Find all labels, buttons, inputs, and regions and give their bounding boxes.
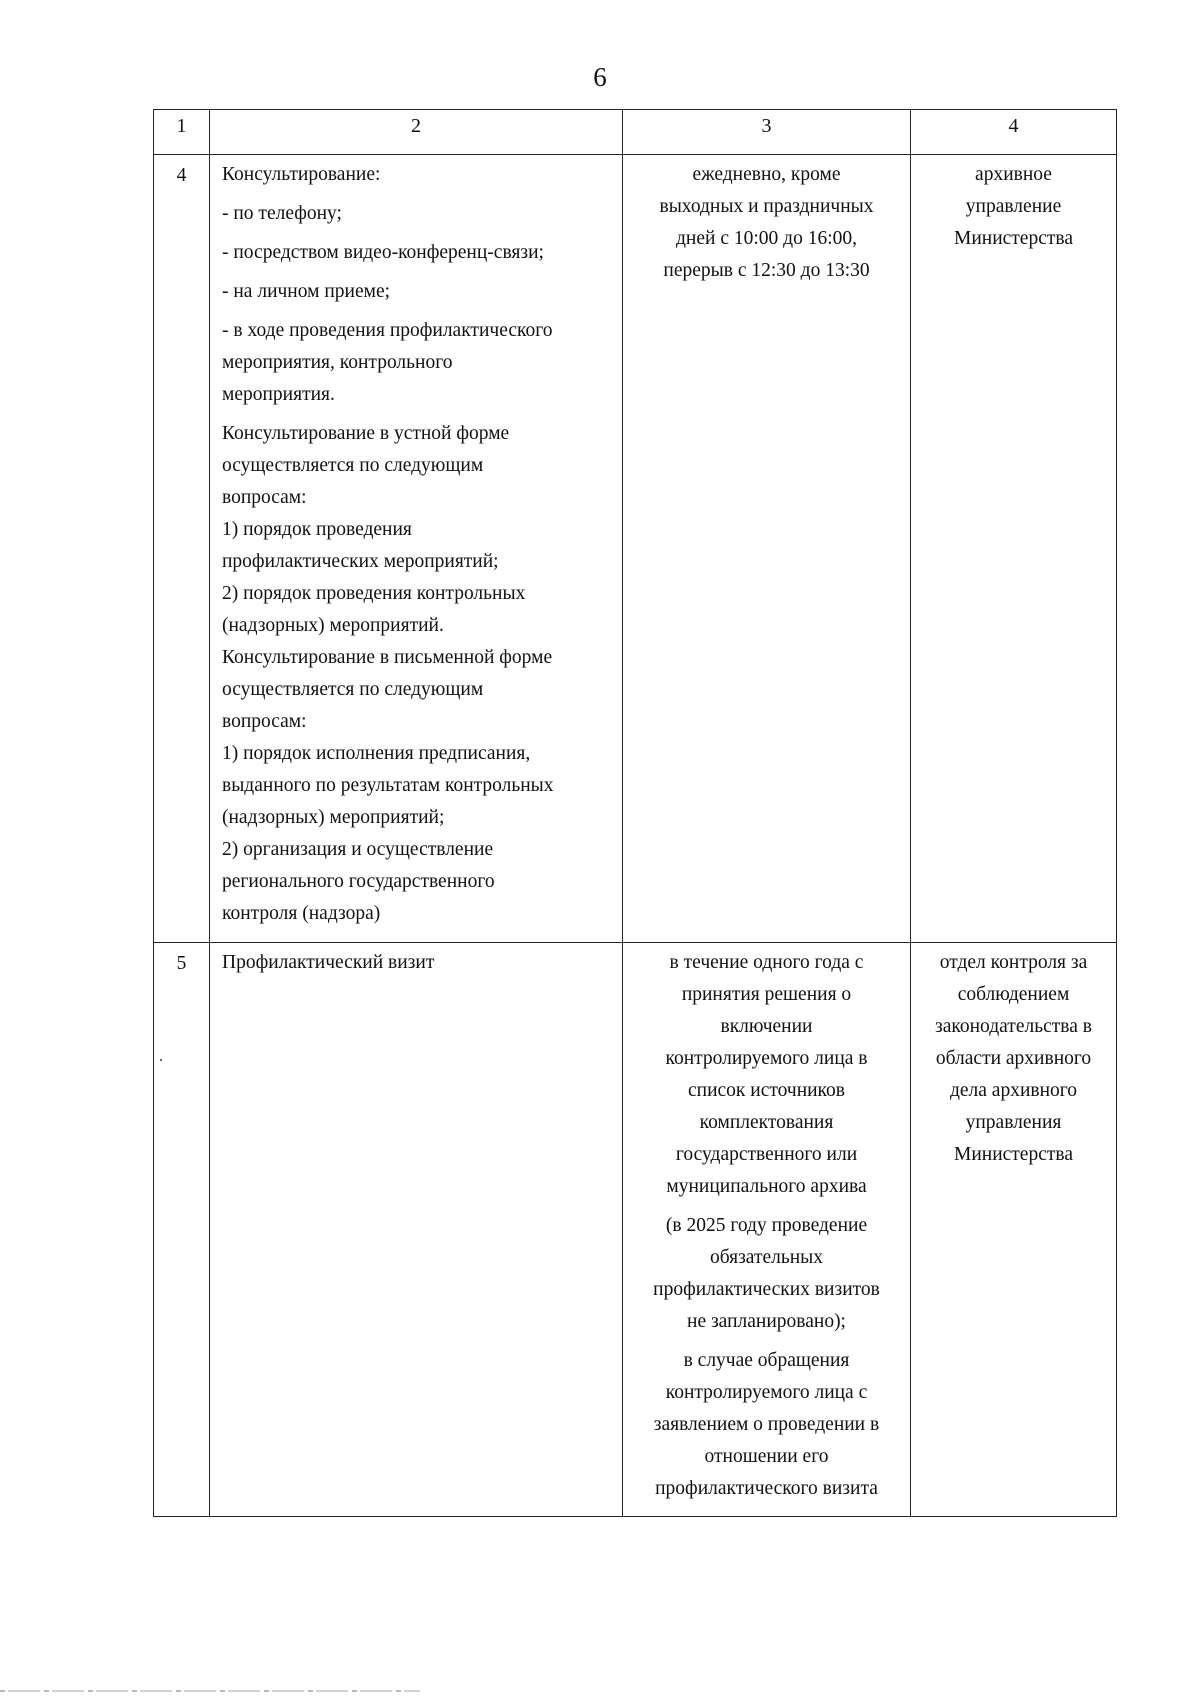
timing-line: комплектования (699, 1112, 834, 1133)
description-line: осуществляется по следующим (222, 679, 484, 700)
scan-speck (160, 1059, 162, 1061)
timing-line: контролируемого лица с (665, 1382, 868, 1403)
timing-cell (623, 943, 911, 1517)
timing-line: муниципального архива (666, 1176, 867, 1197)
description-line: (надзорных) мероприятий. (222, 615, 444, 636)
column-header-2: 2 (210, 110, 623, 155)
responsible-line: архивное (975, 164, 1052, 185)
timing-cell (623, 155, 911, 943)
description-line: мероприятия, контрольного (222, 352, 453, 373)
responsible-line: области архивного (935, 1048, 1092, 1069)
timing-line: (в 2025 году проведение (665, 1215, 868, 1236)
row-number: 4 (154, 155, 210, 943)
description-line: 2) порядок проведения контрольных (222, 583, 526, 604)
timing-line: ежедневно, кроме (692, 164, 841, 185)
timing-line: заявлением о проведении в (653, 1414, 880, 1435)
responsible-line: дела архивного (949, 1080, 1078, 1101)
timing-line: принятия решения о (681, 984, 852, 1005)
timing-line: перерыв с 12:30 до 13:30 (663, 260, 870, 281)
description-line: осуществляется по следующим (222, 455, 484, 476)
timing-line: профилактических визитов (653, 1279, 880, 1300)
timing-line: контролируемого лица в (665, 1048, 868, 1069)
timing-line: включении (720, 1016, 813, 1037)
responsible-line: управления (965, 1112, 1062, 1133)
activity-description-cell (210, 943, 623, 1517)
description-line: Консультирование в письменной форме (222, 647, 553, 668)
activities-table (153, 109, 1117, 1517)
table-row (154, 943, 1117, 1517)
description-line: 2) организация и осуществление (222, 839, 494, 860)
scan-footer-noise (0, 1690, 420, 1692)
column-header-1: 1 (154, 110, 210, 155)
description-line: Консультирование: (222, 164, 381, 185)
description-line: мероприятия. (222, 384, 335, 405)
description-line: Консультирование в устной форме (222, 423, 510, 444)
responsible-line: отдел контроля за (939, 952, 1088, 973)
timing-line: в случае обращения (683, 1350, 850, 1371)
responsible-cell (911, 155, 1117, 943)
column-header-3: 3 (623, 110, 911, 155)
timing-line: в течение одного года с (669, 952, 864, 973)
description-line: (надзорных) мероприятий; (222, 807, 445, 828)
timing-line: список источников (688, 1080, 845, 1101)
table-row (154, 155, 1117, 943)
description-line: вопросам: (222, 487, 307, 508)
page-number: 6 (593, 62, 607, 92)
description-line: - в ходе проведения профилактического (222, 320, 553, 341)
timing-line: обязательных (709, 1247, 824, 1268)
timing-line: дней с 10:00 до 16:00, (676, 228, 857, 249)
responsible-line: законодательства в (935, 1016, 1092, 1037)
description-line: - по телефону; (222, 203, 342, 224)
description-line: 1) порядок проведения (222, 519, 412, 540)
table-header-row (154, 110, 1117, 155)
responsible-line: соблюдением (957, 984, 1070, 1005)
timing-line: государственного или (675, 1144, 858, 1165)
timing-line: профилактического визита (655, 1478, 878, 1499)
activity-description-cell (210, 155, 623, 943)
description-line: регионального государственного (222, 871, 495, 892)
timing-line: не запланировано); (687, 1311, 846, 1332)
description-line: - на личном приеме; (222, 281, 391, 302)
responsible-line: управление (965, 196, 1062, 217)
description-line: 1) порядок исполнения предписания, (222, 743, 531, 764)
description-line: Профилактический визит (222, 952, 435, 973)
description-line: выданного по результатам контрольных (222, 775, 554, 796)
column-header-4: 4 (911, 110, 1117, 155)
description-line: контроля (надзора) (222, 903, 381, 924)
responsible-line: Министерства (953, 1144, 1073, 1165)
description-line: вопросам: (222, 711, 307, 732)
responsible-line: Министерства (953, 228, 1073, 249)
row-number: 5 (154, 943, 210, 1517)
responsible-cell (911, 943, 1117, 1517)
timing-line: отношении его (704, 1446, 829, 1467)
timing-line: выходных и праздничных (659, 196, 874, 217)
description-line: - посредством видео-конференц-связи; (222, 242, 544, 263)
description-line: профилактических мероприятий; (222, 551, 499, 572)
